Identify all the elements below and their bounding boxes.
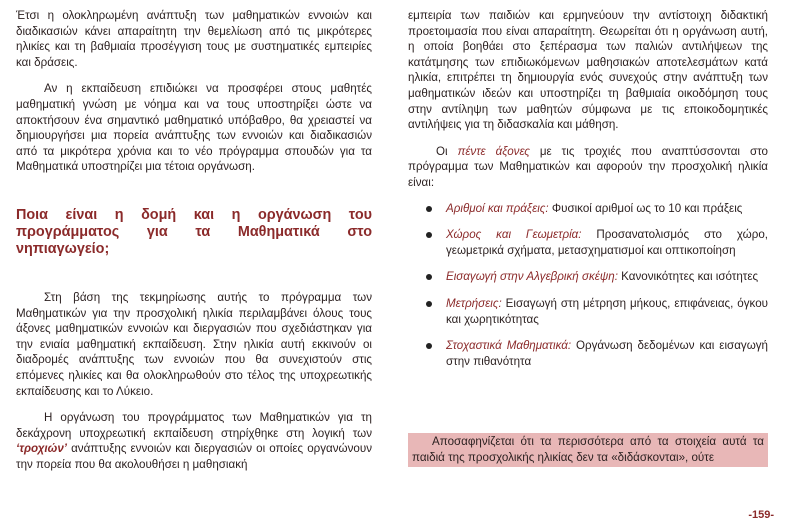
axis-title: Στοχαστικά Μαθηματικά: [446,339,572,353]
p2-text-end: με τις τροχιές που αναπτύσσονται στο πρόγραμμα των Μαθηματικών και αφορούν την προσχολική ηλικία είναι: [408,144,768,189]
bullet-icon [426,301,432,307]
left-paragraph-3: Στη βάση της τεκμηρίωσης αυτής το πρόγραμμα των Μαθηματικών για την προσχολική ηλικία περιλαμβάνει όλους τους άξονες μαθηματικών εννοιών και διεργασιών που σχεδιάστηκαν για την ενιαία μαθηματική εκπαίδευση. Στην ηλικία αυτή εκκινούν οι διαδρομές ανάπτυξης των εννοιών που θα συνεχιστούν στις επόμενες ηλικίες και θα ολοκληρωθούν στο τέλος της υποχρεωτικής εκπαίδευσης και το Λύκειο. [16,290,372,398]
axis-title: Χώρος και Γεωμετρία: [446,228,582,242]
p4-text-start: Η οργάνωση του προγράμματος των Μαθηματικών για τη δεκάχρονη υποχρεωτική εκπαίδευση στηρίχθηκε στη λογική των [16,411,372,440]
p4-quote: ‘τροχιών’ [16,442,67,456]
axis-title: Εισαγωγή στην Αλγεβρική σκέψη: [446,270,618,284]
bullet-icon [426,343,432,349]
left-paragraph-1: Έτσι η ολοκληρωμένη ανάπτυξη των μαθηματικών εννοιών και διαδικασιών κάνει απαραίτητη την θεμελίωση από τις μικρότερες ηλικίες και τη βαθμιαία προσέγγιση τους με συστηματικές εμπειρίες και δράσεις. [16,9,372,69]
bullet-icon [426,206,432,212]
p2-text-start: Οι [436,144,458,158]
left-paragraph-2: Αν η εκπαίδευση επιδιώκει να προσφέρει στους μαθητές μαθηματική γνώση με νόημα και να τους υποστηρίξει ώστε να αποκτήσουν ένα σημαντικό μαθηματικό υπόβαθρο, θα χρειαστεί να δημιουργήσει μια πορεία ανάπτυξης των εννοιών και διαδικασιών από τα μικρότερα χρόνια και το νέο πρόγραμμα σπουδών για τα Μαθηματικά υποστηρίζει μια τέτοια οργάνωση. [16,82,372,174]
bullet-icon [426,274,432,280]
left-paragraph-4 [16,410,372,472]
axis-text: Εισαγωγή στη μέτρηση μήκους, επιφάνειας, όγκου και χωρητικότητας [446,296,768,326]
p2-emphasis: πέντε άξονες [457,144,530,158]
list-item [408,296,768,327]
highlighted-note: Αποσαφηνίζεται ότι τα περισσότερα από τα στοιχεία αυτά τα παιδιά της προσχολικής ηλικίας δεν τα «διδάσκονται», ούτε [408,433,768,467]
axis-text: Κανονικότητες και ισότητες [617,270,759,284]
axis-text: Οργάνωση δεδομένων και εισαγωγή στην πιθανότητα [446,339,768,368]
axis-title: Μετρήσεις: [446,296,502,310]
list-item [408,269,768,285]
list-item [408,201,768,217]
left-column [16,8,372,472]
axis-text: Φυσικοί αριθμοί ως το 10 και πράξεις [548,201,743,215]
axes-list [408,201,768,370]
list-item [408,227,768,258]
bullet-icon [426,232,432,238]
axis-text: Προσανατολισμός στο χώρο, γεωμετρικά σχήματα, μετασχηματισμοί και οπτικοποίηση [446,228,769,257]
right-column [408,8,768,369]
p4-text-end: ανάπτυξης εννοιών και διεργασιών οι οποίες οργανώνουν την πορεία που θα ακολουθήσει η μαθησιακή [16,442,372,471]
right-paragraph-1: εμπειρία των παιδιών και ερμηνεύουν την αντίστοιχη διδακτική προετοιμασία που είναι απαραίτητη. Θεωρείται ότι η οργάνωση αυτή, η οποία βοηθάει στο ξεπέρασμα των παλιών αντιλήψεων της κατάτμησης των επιδιωκόμενων μαθησιακών αποτελεσμάτων κατά ηλικία, επιτρέπει τη δημιουργία ενός συνεχούς στην ανάπτυξη των μαθηματικών ιδεών και υποστηρίζει τη βαθμιαία οικοδόμηση τους στην αντίληψη των μαθητών σύμφωνα με τις εποικοδομητικές αντιλήψεις για τη διδασκαλία και μάθηση. [408,9,768,132]
page-number: -159- [748,509,774,521]
axis-title: Αριθμοί και πράξεις: [446,201,549,215]
section-heading: Ποια είναι η δομή και η οργάνωση του προγράμματος για τα Μαθηματικά στο νηπιαγωγείο; [16,206,372,257]
list-item [408,338,768,369]
right-paragraph-2 [408,144,768,191]
